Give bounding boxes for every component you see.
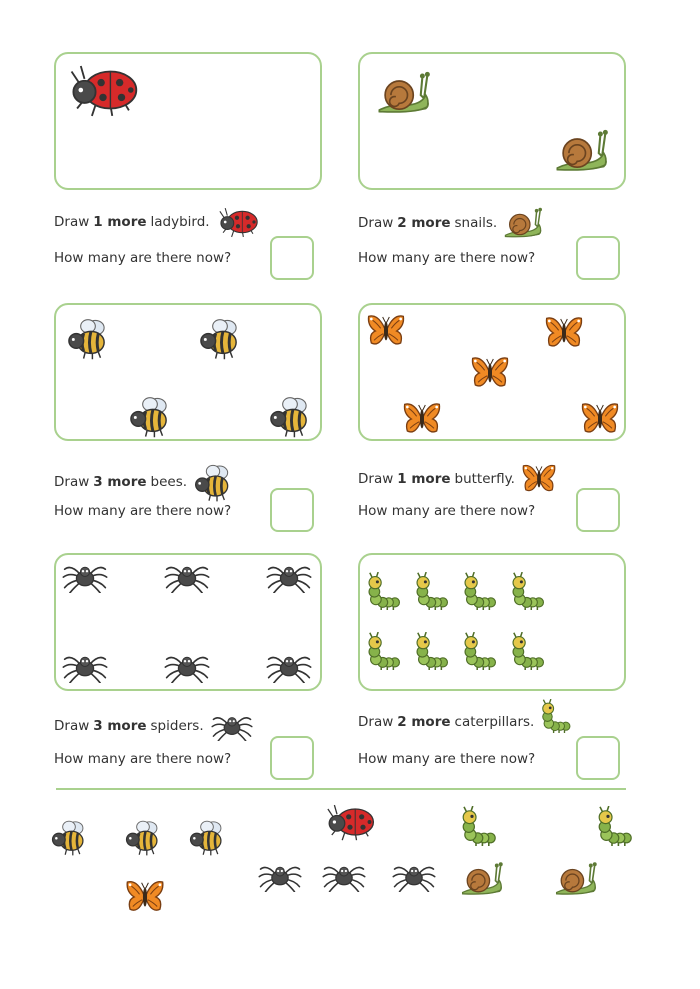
caterpillar-icon <box>510 632 548 670</box>
spider-icon <box>392 860 436 892</box>
bee-icon <box>268 394 312 438</box>
creature-label: snails. <box>454 215 498 231</box>
count-label: 3 more <box>93 474 147 490</box>
spider-icon <box>62 560 108 593</box>
answer-box[interactable] <box>576 236 620 280</box>
bee-icon <box>50 818 88 856</box>
caterpillar-icon <box>414 632 452 670</box>
bee-icon <box>193 462 233 502</box>
butterfly-icon <box>544 314 584 352</box>
count-label: 2 more <box>397 215 451 231</box>
butterfly-icon <box>402 400 442 438</box>
answer-box[interactable] <box>270 236 314 280</box>
answer-box[interactable] <box>576 488 620 532</box>
spider-icon <box>322 860 366 892</box>
creature-label: bees. <box>150 474 188 490</box>
draw-label: Draw <box>358 471 394 487</box>
question-text: How many are there now? <box>54 751 232 767</box>
task-instruction <box>358 711 574 733</box>
bee-icon <box>66 316 110 360</box>
creature-label: butterfly. <box>454 471 515 487</box>
task-instruction <box>358 462 557 496</box>
caterpillar-icon <box>366 632 404 670</box>
draw-label: Draw <box>54 214 90 230</box>
caterpillar-icon <box>414 572 452 610</box>
spider-icon <box>258 860 302 892</box>
count-label: 2 more <box>397 714 451 730</box>
ladybird-icon <box>216 206 260 238</box>
question-text: How many are there now? <box>358 751 536 767</box>
draw-label: Draw <box>358 714 394 730</box>
snail-icon <box>503 206 545 240</box>
caterpillar-icon <box>540 699 574 733</box>
count-label: 1 more <box>93 214 147 230</box>
task-instruction <box>54 206 260 238</box>
caterpillar-icon <box>596 806 636 846</box>
butterfly-icon <box>580 400 620 438</box>
creature-label: spiders. <box>150 718 204 734</box>
caterpillar-icon <box>460 806 500 846</box>
butterfly-icon <box>366 312 406 350</box>
task-instruction <box>54 711 254 741</box>
draw-label: Draw <box>54 718 90 734</box>
spider-icon <box>164 560 210 593</box>
answer-box[interactable] <box>576 736 620 780</box>
caterpillar-icon <box>462 632 500 670</box>
creature-label: caterpillars. <box>454 714 535 730</box>
spider-icon <box>62 650 108 683</box>
snail-icon <box>376 70 434 116</box>
answer-box[interactable] <box>270 488 314 532</box>
butterfly-icon <box>521 462 557 496</box>
bee-icon <box>124 818 162 856</box>
draw-label: Draw <box>54 474 90 490</box>
question-text: How many are there now? <box>358 503 536 519</box>
draw-label: Draw <box>358 215 394 231</box>
caterpillar-icon <box>462 572 500 610</box>
snail-icon <box>554 128 612 174</box>
spider-icon <box>164 650 210 683</box>
spider-icon <box>266 650 312 683</box>
caterpillar-icon <box>366 572 404 610</box>
butterfly-icon <box>470 354 510 392</box>
bee-icon <box>188 818 226 856</box>
butterfly-icon <box>124 878 166 916</box>
spider-icon <box>210 711 254 741</box>
bee-icon <box>198 316 242 360</box>
question-text: How many are there now? <box>54 250 232 266</box>
snail-icon <box>554 860 600 898</box>
count-label: 3 more <box>93 718 147 734</box>
snail-icon <box>460 860 506 898</box>
count-label: 1 more <box>397 471 451 487</box>
caterpillar-icon <box>510 572 548 610</box>
task-instruction <box>358 206 545 240</box>
spider-icon <box>266 560 312 593</box>
task-instruction <box>54 462 233 502</box>
answer-box[interactable] <box>270 736 314 780</box>
bee-icon <box>128 394 172 438</box>
question-text: How many are there now? <box>54 503 232 519</box>
creature-label: ladybird. <box>150 214 210 230</box>
ladybird-icon <box>324 802 376 842</box>
question-text: How many are there now? <box>358 250 536 266</box>
ladybird-icon <box>66 62 140 118</box>
section-divider <box>56 788 626 790</box>
